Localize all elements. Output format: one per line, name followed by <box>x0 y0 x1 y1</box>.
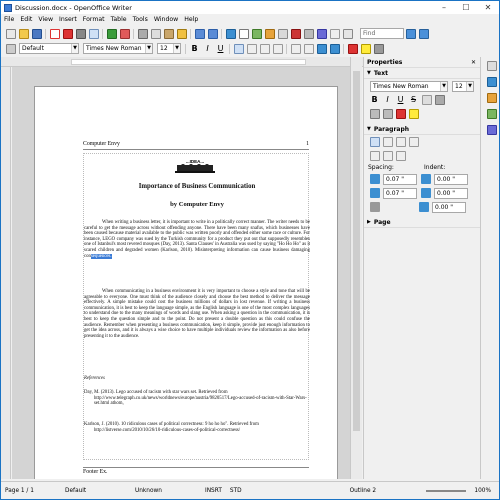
sidebar-align-left-icon[interactable] <box>370 137 380 147</box>
sidebar-shadow-icon[interactable] <box>422 95 432 105</box>
paragraph-style-value: Default <box>22 45 44 52</box>
sidebar-font-row <box>364 79 480 93</box>
sidebar-size-select[interactable] <box>452 81 474 92</box>
paragraph-1-text: When writing a business letter, it is important to write in a politically correct manner. The writer needs to be careful to get the message across without offending anyone. There have been many snafus, which businesses have been caused because material available to the public was written poorly and offended either some race or culture. For instance, LEGO company was sued by the Turkish community for a product they put out that supposedly resembles one of Istanbul's most revered mosques (Day, 2013). Santa Clauses' in Australia was sued by saying "Ho Ho Ho" as it scared children and degraded women (Karlson, 2010). Misinterpreting information can cause business damaging con <box>84 220 310 259</box>
title-bar <box>1 1 499 14</box>
ruler-text-area <box>71 59 306 65</box>
after-indent-value: 0.00 " <box>437 189 456 197</box>
spacing-label: Spacing: <box>368 164 394 171</box>
status-page[interactable]: Page 1 / 1 <box>5 487 34 494</box>
sidebar-font-value: Times New Roman <box>373 82 429 90</box>
writer-app-icon <box>4 4 12 12</box>
gallery-tab-icon[interactable] <box>487 109 497 119</box>
chevron-down-icon: ▼ <box>71 44 78 53</box>
sidebar-bullets-icon[interactable] <box>370 151 380 161</box>
sidebar-strikethrough-icon[interactable]: S <box>410 95 417 104</box>
page-header[interactable] <box>83 141 309 150</box>
chevron-down-icon: ▼ <box>440 82 447 91</box>
menu-file[interactable]: File <box>4 16 15 23</box>
formatting-marks-icon[interactable] <box>330 29 340 39</box>
sidebar-spacing-labels <box>364 163 480 172</box>
document-title: Importance of Business Communication <box>138 183 256 190</box>
font-color-icon[interactable] <box>348 44 358 54</box>
sidebar-menu-icon[interactable] <box>487 61 497 71</box>
sidebar-paragraph-bg-icon[interactable] <box>396 151 406 161</box>
sidebar-size-value: 12 <box>455 82 463 90</box>
collapse-icon: ▼ <box>367 126 371 132</box>
toolbar-separator <box>133 29 134 39</box>
align-right-icon[interactable] <box>260 44 270 54</box>
page-preview-icon[interactable] <box>89 29 99 39</box>
table-icon[interactable] <box>239 29 249 39</box>
sidebar-justify-icon[interactable] <box>409 137 419 147</box>
field-icon[interactable] <box>278 29 288 39</box>
menu-tools[interactable]: Tools <box>132 16 148 23</box>
sidebar-align-right-icon[interactable] <box>396 137 406 147</box>
numbering-icon[interactable] <box>291 44 301 54</box>
sidebar-bold-icon[interactable]: B <box>371 95 378 104</box>
minimize-button[interactable]: – <box>442 3 446 12</box>
before-indent-icon <box>421 174 431 184</box>
sidebar-numbering-icon[interactable] <box>383 151 393 161</box>
menu-help[interactable]: Help <box>184 16 199 23</box>
paragraph-section-label: Paragraph <box>373 125 410 133</box>
new-document-icon[interactable] <box>6 29 16 39</box>
menu-bar <box>1 14 499 25</box>
close-button[interactable]: ✕ <box>484 3 492 12</box>
reference-2: Karlson, J. (2010). 10 ridiculous cases of political correctness: 9 ho ho ho". Retrieved from http://listverse.com/2010/10/26/10-ridiculous-cases-of-political-correctness/ <box>84 422 259 433</box>
underline-icon[interactable]: U <box>217 43 224 53</box>
increase-indent-icon[interactable] <box>330 44 340 54</box>
paste-icon[interactable] <box>164 29 174 39</box>
undo-icon[interactable] <box>195 29 205 39</box>
header-text: Computer Envy <box>83 141 120 147</box>
align-center-icon[interactable] <box>247 44 257 54</box>
toolbar-separator <box>286 44 287 54</box>
cut-icon[interactable] <box>138 29 148 39</box>
sidebar-title: Properties <box>367 58 403 66</box>
menu-table[interactable]: Table <box>110 16 127 23</box>
chevron-down-icon: ▼ <box>173 44 180 53</box>
sidebar-spacing-row-2 <box>364 186 480 200</box>
font-size-select[interactable] <box>157 43 181 54</box>
toolbar-separator <box>343 44 344 54</box>
below-spacing-value: 0.07 " <box>386 189 405 197</box>
below-spacing-input[interactable] <box>383 188 417 199</box>
background-color-icon[interactable] <box>374 44 384 54</box>
properties-sidebar <box>363 57 480 479</box>
above-spacing-value: 0.07 " <box>386 175 405 183</box>
document-area[interactable] <box>12 67 350 479</box>
sidebar-style-row <box>364 93 480 107</box>
sidebar-font-color-icon[interactable] <box>396 109 406 119</box>
selected-text: sequences. <box>90 253 112 259</box>
sidebar-highlight-icon[interactable] <box>409 109 419 119</box>
export-pdf-icon[interactable] <box>63 29 73 39</box>
after-indent-icon <box>421 188 431 198</box>
vertical-ruler[interactable] <box>1 67 11 479</box>
clone-format-icon[interactable] <box>177 29 187 39</box>
indent-label: Indent: <box>424 164 446 171</box>
find-input[interactable]: Find <box>360 28 404 39</box>
status-selection-mode[interactable]: STD <box>229 487 242 494</box>
paragraph-style-select[interactable] <box>19 43 79 54</box>
page-footer[interactable] <box>83 467 309 479</box>
page-section-label: Page <box>373 218 391 226</box>
chevron-down-icon: ▼ <box>466 82 473 91</box>
draw-functions-icon[interactable] <box>304 29 314 39</box>
styles-icon[interactable] <box>6 44 16 54</box>
expand-icon: ▶ <box>367 219 371 225</box>
window-title: Discussion.docx - OpenOffice Writer <box>15 3 132 12</box>
sidebar-shrink-font-icon[interactable] <box>383 109 393 119</box>
sidebar-grow-font-icon[interactable] <box>370 109 380 119</box>
maximize-button[interactable]: ☐ <box>462 3 470 12</box>
menu-format[interactable]: Format <box>82 16 105 23</box>
close-sidebar-icon[interactable]: ✕ <box>470 58 476 66</box>
zoom-level: 100% <box>474 487 491 494</box>
redo-icon[interactable] <box>208 29 218 39</box>
logo-text: ...IDEA... <box>185 159 205 164</box>
sidebar-font-select[interactable] <box>370 81 448 92</box>
first-line-indent-value: 0.00 " <box>435 203 454 211</box>
font-size-value: 12 <box>160 45 168 52</box>
footer-text: Footer Ex. <box>83 469 108 475</box>
references-heading: References <box>84 376 105 381</box>
paragraph-2 <box>84 289 310 339</box>
text-section-header[interactable] <box>364 68 480 79</box>
toolbar-separator <box>185 44 186 54</box>
reference-1: Day, M. (2013). Lego accused of racism with star wars set. Retrieved from http://www.telegraph.co.uk/news/worldnews/europe/austria/9820517/Lego-accused-of-racism-with-Star-Wars-set.html athom, <box>84 390 307 407</box>
find-next-icon[interactable] <box>406 29 416 39</box>
first-line-indent-input[interactable] <box>432 202 466 213</box>
document-body[interactable] <box>83 153 309 460</box>
bullets-icon[interactable] <box>304 44 314 54</box>
menu-view[interactable]: View <box>38 16 54 23</box>
sidebar-spacing-row-1 <box>364 172 480 186</box>
spellcheck-icon[interactable] <box>107 29 117 39</box>
sidebar-list-row <box>364 149 480 163</box>
sidebar-align-row <box>364 135 480 149</box>
sidebar-underline-icon[interactable]: U <box>397 95 404 104</box>
chart-icon[interactable] <box>265 29 275 39</box>
before-indent-input[interactable] <box>434 174 468 185</box>
sidebar-spacing-row-3 <box>364 200 480 214</box>
sidebar-align-center-icon[interactable] <box>383 137 393 147</box>
after-indent-input[interactable] <box>434 188 468 199</box>
toolbar-separator <box>221 29 222 39</box>
vertical-scrollbar[interactable] <box>350 57 362 479</box>
menu-window[interactable]: Window <box>153 16 179 23</box>
toolbar-separator <box>45 29 46 39</box>
status-insert-mode[interactable]: INSRT <box>205 487 222 494</box>
collapse-icon: ▼ <box>367 70 371 76</box>
above-spacing-icon <box>370 174 380 184</box>
copy-icon[interactable] <box>151 29 161 39</box>
styles-tab-icon[interactable] <box>487 93 497 103</box>
status-language[interactable]: Unknown <box>135 487 162 494</box>
sidebar-clear-format-icon[interactable] <box>435 95 445 105</box>
autospellcheck-icon[interactable] <box>120 29 130 39</box>
idea-logo-image <box>171 157 219 175</box>
save-icon[interactable] <box>32 29 42 39</box>
sidebar-italic-icon[interactable]: I <box>386 95 389 104</box>
status-bar <box>1 481 499 499</box>
toolbar-separator <box>229 44 230 54</box>
line-spacing-icon[interactable] <box>370 202 380 212</box>
chevron-down-icon: ▼ <box>145 44 152 53</box>
open-folder-icon[interactable] <box>19 29 29 39</box>
italic-icon[interactable]: I <box>206 43 209 53</box>
menu-insert[interactable]: Insert <box>59 16 77 23</box>
paragraph-section-header[interactable] <box>364 124 480 135</box>
image-icon[interactable] <box>252 29 262 39</box>
justify-icon[interactable] <box>273 44 283 54</box>
highlight-icon[interactable] <box>361 44 371 54</box>
standard-toolbar <box>1 26 499 41</box>
hyperlink-icon[interactable] <box>226 29 236 39</box>
zoom-control[interactable] <box>380 488 499 494</box>
find-prev-icon[interactable] <box>419 29 429 39</box>
navigator-icon[interactable] <box>317 29 327 39</box>
gallery-icon[interactable] <box>343 29 353 39</box>
special-char-icon[interactable] <box>291 29 301 39</box>
above-spacing-input[interactable] <box>383 174 417 185</box>
formatting-toolbar <box>1 41 499 56</box>
paragraph-2-text: When communicating in a business environment it is very important to choose a style and tone that will be agreeable to everyone. One must think of the audience closely and choose the best method to deliver the message effectively. A simple mistake could cost the business millions of dollars in lost revenue. If writing a business communication, it is best to keep the language simple, as the English language is one of the most complex languages to understand due to the many meanings of words and slang use. When asking a question in the communication, it is best to keep the question simple and to the point. Do not present a double question as this could confuse the audience. Remember when presenting a business communication, keep it simple, provide just enough information to get the idea across, and it is always a wise choice to have multiple individuals review the information as also before presenting it to the audience. <box>84 289 310 339</box>
document-subtitle: by Computer Envy <box>170 201 224 208</box>
text-section-label: Text <box>373 69 388 77</box>
font-name-select[interactable] <box>83 43 153 54</box>
toolbar-separator <box>102 29 103 39</box>
below-spacing-icon <box>370 188 380 198</box>
before-indent-value: 0.00 " <box>437 175 456 183</box>
status-outline: Outline 2 <box>349 487 377 494</box>
bold-icon[interactable]: B <box>191 43 198 53</box>
sidebar-color-row <box>364 107 480 121</box>
zoom-slider[interactable] <box>426 490 466 492</box>
first-line-indent-icon <box>419 202 429 212</box>
document-page[interactable] <box>34 86 338 479</box>
font-name-value: Times New Roman <box>86 45 142 52</box>
status-style[interactable]: Default <box>65 487 87 494</box>
sidebar-tab-bar <box>480 57 499 479</box>
print-icon[interactable] <box>76 29 86 39</box>
decrease-indent-icon[interactable] <box>317 44 327 54</box>
menu-edit[interactable]: Edit <box>20 16 33 23</box>
horizontal-ruler[interactable] <box>1 57 363 67</box>
navigator-tab-icon[interactable] <box>487 125 497 135</box>
scrollbar-thumb[interactable] <box>353 71 360 431</box>
properties-tab-icon[interactable] <box>487 77 497 87</box>
toolbar-separator <box>190 29 191 39</box>
edit-file-icon[interactable] <box>50 29 60 39</box>
align-left-icon[interactable] <box>234 44 244 54</box>
paragraph-1 <box>84 220 310 259</box>
header-page-number: 1 <box>306 141 309 147</box>
page-section-header[interactable] <box>364 217 480 228</box>
sidebar-title-bar <box>364 57 480 68</box>
